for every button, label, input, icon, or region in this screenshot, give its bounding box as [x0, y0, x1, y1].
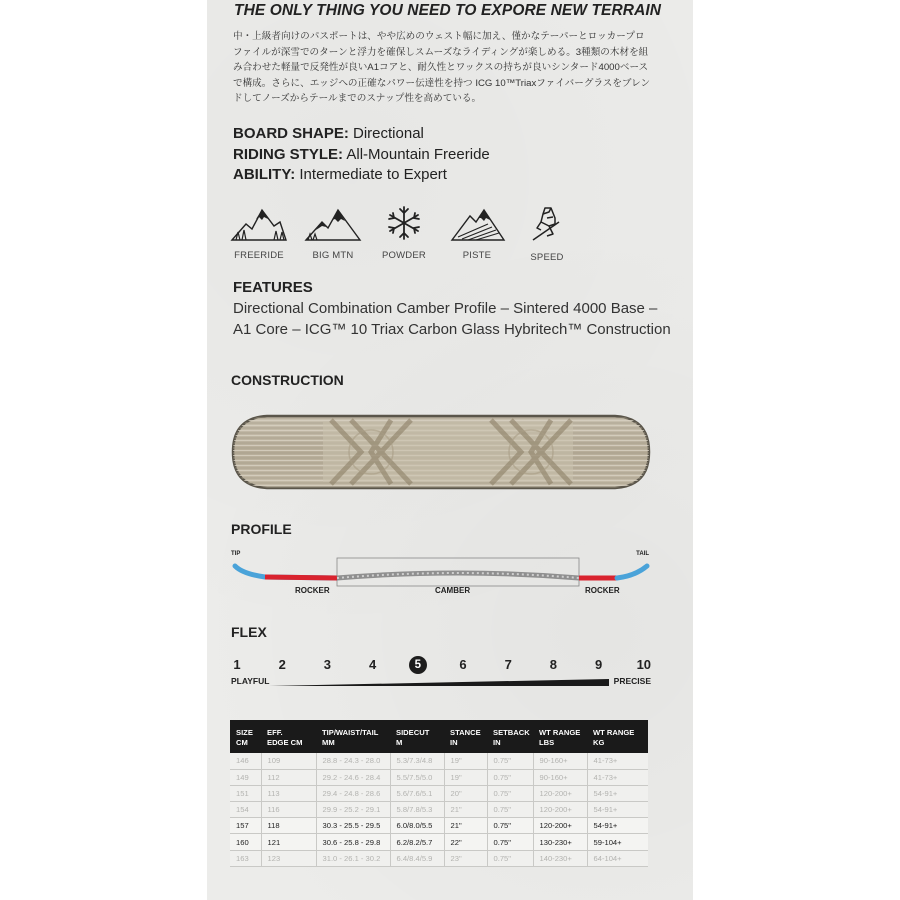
table-cell: 29.2 - 24.6 - 28.4 — [316, 769, 390, 785]
table-row — [230, 802, 648, 818]
terrain-icons — [229, 204, 569, 270]
table-cell: 54-91+ — [587, 785, 648, 801]
table-cell: 118 — [261, 818, 316, 834]
table-cell: 151 — [230, 785, 261, 801]
table-row — [230, 834, 648, 850]
profile-camber-label: CAMBER — [435, 586, 471, 595]
table-header-cell — [316, 720, 390, 753]
table-cell: 59-104+ — [587, 834, 648, 850]
table-cell: 29.9 - 25.2 - 29.1 — [316, 802, 390, 818]
profile-diagram — [229, 550, 659, 606]
flex-number: 4 — [368, 657, 377, 672]
snowflake-icon — [384, 204, 424, 242]
spec-label: BOARD SHAPE: — [233, 125, 349, 142]
table-cell: 123 — [261, 850, 316, 866]
header-line: WT RANGE — [593, 727, 635, 737]
features-text: Directional Combination Camber Profile – Sintered 4000 Base – A1 Core – ICG™ 10 Triax Carbon Glass Hybritech™ Construction — [233, 300, 671, 338]
table-cell: 160 — [230, 834, 261, 850]
header-unit: KG — [593, 737, 605, 747]
table-cell: 30.3 - 25.5 - 29.5 — [316, 818, 390, 834]
terrain-label: POWDER — [382, 250, 426, 261]
flex-wedge — [269, 677, 609, 687]
header-unit: IN — [450, 737, 458, 747]
table-cell: 109 — [261, 753, 316, 769]
table-cell: 120-200+ — [533, 785, 587, 801]
big-mountain-icon — [304, 204, 362, 242]
spec-value: Intermediate to Expert — [295, 166, 447, 183]
flex-number: 1 — [233, 657, 241, 672]
table-cell: 0.75" — [487, 818, 533, 834]
table-header-row — [230, 720, 648, 753]
flex-number: 7 — [504, 657, 512, 672]
spec-value: Directional — [348, 125, 424, 142]
table-cell: 0.75" — [487, 769, 533, 785]
profile-rocker-left-label: ROCKER — [295, 586, 330, 595]
table-cell: 140-230+ — [533, 850, 587, 866]
flex-number: 3 — [323, 657, 331, 672]
table-cell: 0.75" — [487, 802, 533, 818]
flex-number-selected: 5 — [409, 656, 427, 674]
table-cell: 31.0 - 26.1 - 30.2 — [316, 850, 390, 866]
terrain-freeride — [229, 204, 289, 270]
flex-scale — [227, 656, 653, 676]
table-header-cell — [390, 720, 444, 753]
table-row — [230, 753, 648, 769]
flex-right-label: PRECISE — [613, 676, 651, 686]
freeride-icon — [230, 204, 288, 242]
header-unit: MM — [322, 737, 335, 747]
flex-number: 10 — [636, 657, 652, 672]
table-cell: 41-73+ — [587, 769, 648, 785]
table-row — [230, 818, 648, 834]
headline: THE ONLY THING YOU NEED TO EXPORE NEW TERRAIN — [234, 2, 662, 19]
header-line: TIP/WAIST/TAIL — [322, 727, 379, 737]
table-cell: 90-160+ — [533, 753, 587, 769]
table-cell: 112 — [261, 769, 316, 785]
table-cell: 113 — [261, 785, 316, 801]
profile-tail-label: TAIL — [636, 551, 649, 557]
spec-list — [233, 124, 673, 186]
table-cell: 28.8 - 24.3 - 28.0 — [316, 753, 390, 769]
header-unit: CM — [236, 737, 248, 747]
table-header-cell — [487, 720, 533, 753]
table-cell: 30.6 - 25.8 - 29.8 — [316, 834, 390, 850]
table-header-cell — [444, 720, 487, 753]
profile-rocker-right-label: ROCKER — [585, 586, 620, 595]
table-cell: 20" — [444, 785, 487, 801]
header-line: WT RANGE — [539, 727, 581, 737]
table-cell: 54-91+ — [587, 802, 648, 818]
flex-number: 8 — [549, 657, 557, 672]
table-cell: 90-160+ — [533, 769, 587, 785]
spec-value: All-Mountain Freeride — [343, 145, 490, 163]
profile-title: PROFILE — [231, 521, 292, 537]
table-row — [230, 850, 648, 866]
spec-label: ABILITY: — [233, 166, 296, 183]
flex-number: 2 — [278, 657, 286, 672]
flex-bar — [231, 674, 651, 690]
table-cell: 19" — [444, 753, 487, 769]
features-title: FEATURES — [233, 279, 313, 296]
board-construction-image — [231, 412, 651, 492]
product-panel — [207, 0, 693, 900]
piste-icon — [448, 204, 506, 242]
header-line: SIDECUT — [396, 727, 430, 737]
table-header-cell — [230, 720, 261, 753]
terrain-big-mountain — [303, 204, 363, 270]
table-cell: 130-230+ — [533, 834, 587, 850]
header-unit: LBS — [539, 737, 555, 747]
terrain-piste — [447, 204, 507, 270]
table-cell: 22" — [444, 834, 487, 850]
table-cell: 0.75" — [487, 753, 533, 769]
table-cell: 5.8/7.8/5.3 — [390, 802, 444, 818]
terrain-label: PISTE — [462, 250, 492, 261]
table-cell: 154 — [230, 802, 261, 818]
header-unit: IN — [493, 737, 501, 747]
table-header-cell — [587, 720, 648, 753]
table-cell: 5.6/7.6/5.1 — [390, 785, 444, 801]
table-header-cell — [261, 720, 316, 753]
terrain-label: SPEED — [530, 252, 564, 263]
table-row — [230, 785, 648, 801]
table-cell: 121 — [261, 834, 316, 850]
flex-number: 9 — [594, 657, 603, 672]
header-unit: EDGE CM — [267, 737, 303, 747]
header-line: STANCE — [450, 727, 481, 737]
table-cell: 157 — [230, 818, 261, 834]
spec-board-shape — [233, 124, 673, 145]
table-cell: 41-73+ — [587, 753, 648, 769]
table-cell: 5.3/7.3/4.8 — [390, 753, 444, 769]
table-cell: 21" — [444, 818, 487, 834]
header-line: SETBACK — [493, 727, 530, 737]
table-cell: 120-200+ — [533, 818, 587, 834]
table-cell: 21" — [444, 802, 487, 818]
profile-tip-label: TIP — [231, 551, 241, 557]
profile-graphic — [229, 550, 659, 606]
terrain-label: FREERIDE — [234, 250, 284, 261]
header-line: SIZE — [236, 727, 253, 737]
speed-icon — [527, 204, 567, 244]
table-cell: 6.2/8.2/5.7 — [390, 834, 444, 850]
table-cell: 64-104+ — [587, 850, 648, 866]
size-chart-table — [230, 720, 648, 867]
table-cell: 54-91+ — [587, 818, 648, 834]
table-cell: 116 — [261, 802, 316, 818]
table-cell: 120-200+ — [533, 802, 587, 818]
table-row — [230, 769, 648, 785]
table-cell: 0.75" — [487, 834, 533, 850]
table-cell: 6.4/8.4/5.9 — [390, 850, 444, 866]
flex-number: 6 — [459, 657, 467, 672]
terrain-label: BIG MTN — [312, 250, 354, 261]
table-cell: 6.0/8.0/5.5 — [390, 818, 444, 834]
header-unit: M — [396, 737, 403, 747]
table-cell: 0.75" — [487, 785, 533, 801]
table-header-cell — [533, 720, 587, 753]
spec-label: RIDING STYLE: — [233, 145, 344, 163]
table-cell: 149 — [230, 769, 261, 785]
table-cell: 23" — [444, 850, 487, 866]
table-cell: 163 — [230, 850, 261, 866]
spec-riding-style — [233, 145, 673, 166]
table-cell: 19" — [444, 769, 487, 785]
terrain-powder — [374, 204, 434, 270]
product-description: 中・上級者向けのパスポートは、やや広めのウェスト幅に加え、僅かなテーパーとロッカープロファイルが深雪でのターンと浮力を確保しスムーズなライディングが楽しめる。3種類の木材を組み合わせた軽量で反発性が良いA1コアと、耐久性とワックスの持ちが良いシンタード4000ベースで構成。さらに、エッジへの正確なパワー伝達性を持つ ICG 10™Triaxファイバーグラスをブレンドしてノーズからテールまでのスナップ性を高めている。 — [233, 31, 651, 105]
table-cell: 0.75" — [487, 850, 533, 866]
table-cell: 146 — [230, 753, 261, 769]
spec-ability — [233, 165, 673, 186]
table-cell: 29.4 - 24.8 - 28.6 — [316, 785, 390, 801]
terrain-speed — [517, 204, 577, 270]
header-line: EFF. — [267, 727, 283, 737]
flex-title: FLEX — [231, 624, 267, 640]
table-cell: 5.5/7.5/5.0 — [390, 769, 444, 785]
flex-left-label: PLAYFUL — [231, 676, 270, 686]
construction-title: CONSTRUCTION — [231, 372, 344, 388]
